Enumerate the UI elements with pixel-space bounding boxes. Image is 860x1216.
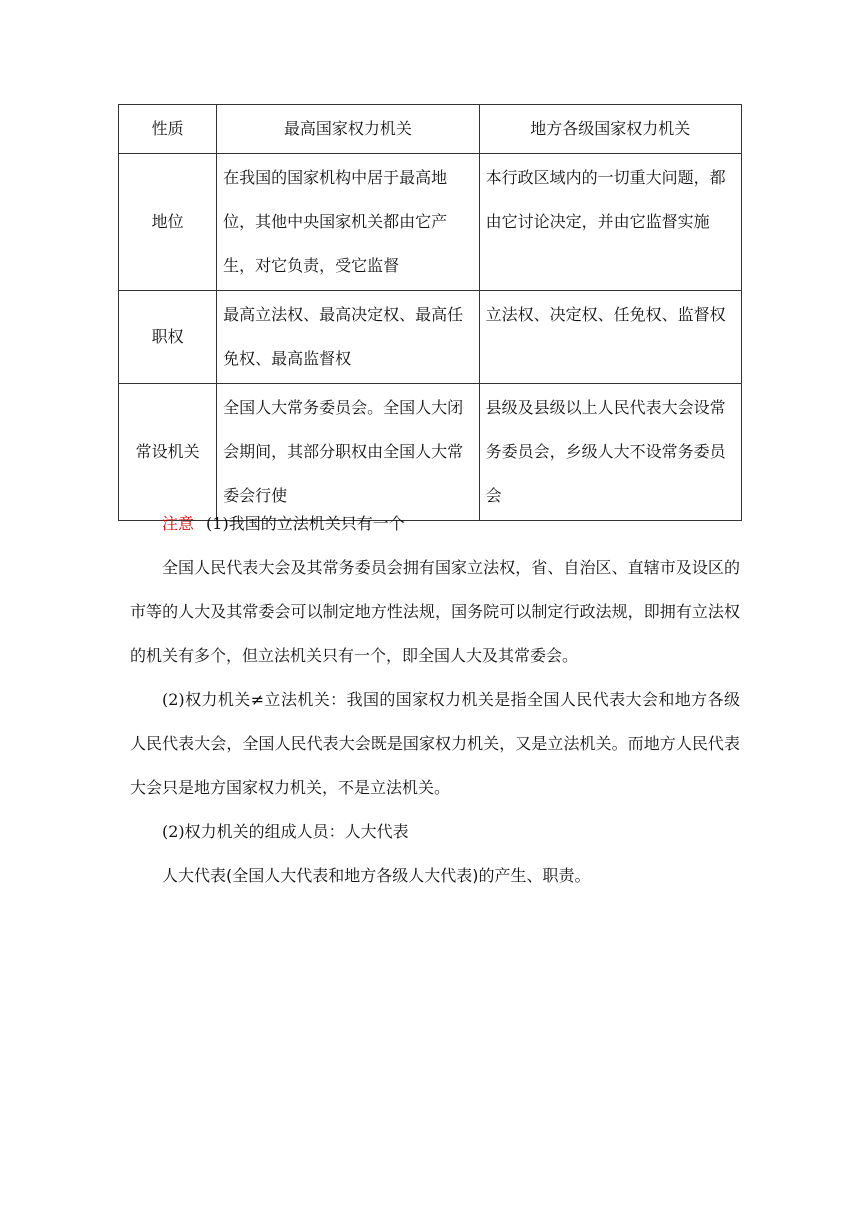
cell-highest-standing-body: 全国人大常务委员会。全国人大闭会期间，其部分职权由全国人大常委会行使: [217, 384, 479, 521]
paragraph-number: (2): [162, 690, 185, 709]
note-heading: [130, 502, 740, 546]
subheading-number: (2): [162, 822, 185, 841]
row-label-standing-body: 常设机关: [119, 384, 217, 521]
cell-local-status: 本行政区域内的一切重大问题，都由它讨论决定，并由它监督实施: [479, 154, 741, 291]
table-row: [119, 154, 742, 291]
subheading-deputies: [130, 810, 740, 854]
cell-highest-status: 在我国的国家机构中居于最高地位，其他中央国家机关都由它产生，对它负责，受它监督: [217, 154, 479, 291]
row-label-status: 地位: [119, 154, 217, 291]
header-local-organ: 地方各级国家权力机关: [479, 105, 741, 154]
table-header-row: [119, 105, 742, 154]
cell-highest-powers: 最高立法权、最高决定权、最高任免权、最高监督权: [217, 291, 479, 384]
cell-local-standing-body: 县级及县级以上人民代表大会设常务委员会，乡级人大不设常务委员会: [479, 384, 741, 521]
paragraph-power-vs-legislative: [130, 678, 740, 810]
paragraph-deputies: 人大代表(全国人大代表和地方各级人大代表)的产生、职责。: [162, 866, 591, 885]
row-label-powers: 职权: [119, 291, 217, 384]
paragraph-legislative-power: 全国人民代表大会及其常务委员会拥有国家立法权，省、自治区、直辖市及设区的市等的人大及其常委会可以制定地方性法规，国务院可以制定行政法规，即拥有立法权的机关有多个，但立法机关只有一个，即全国人大及其常委会。: [130, 558, 740, 665]
note-label: 注意: [162, 514, 195, 533]
cell-local-powers: 立法权、决定权、任免权、监督权: [479, 291, 741, 384]
note-section: [130, 502, 740, 898]
note-heading-number: (1): [206, 514, 229, 533]
table-row: [119, 384, 742, 521]
subheading-text: 权力机关的组成人员：人大代表: [184, 822, 409, 841]
note-heading-text: 我国的立法机关只有一个: [228, 514, 405, 533]
header-nature: 性质: [119, 105, 217, 154]
paragraph-text: 权力机关≠立法机关：我国的国家权力机关是指全国人民代表大会和地方各级人民代表大会，全国人民代表大会既是国家权力机关，又是立法机关。而地方人民代表大会只是地方国家权力机关，不是立法机关。: [130, 690, 740, 797]
table-row: [119, 291, 742, 384]
comparison-table: [118, 104, 742, 521]
header-highest-organ: 最高国家权力机关: [217, 105, 479, 154]
